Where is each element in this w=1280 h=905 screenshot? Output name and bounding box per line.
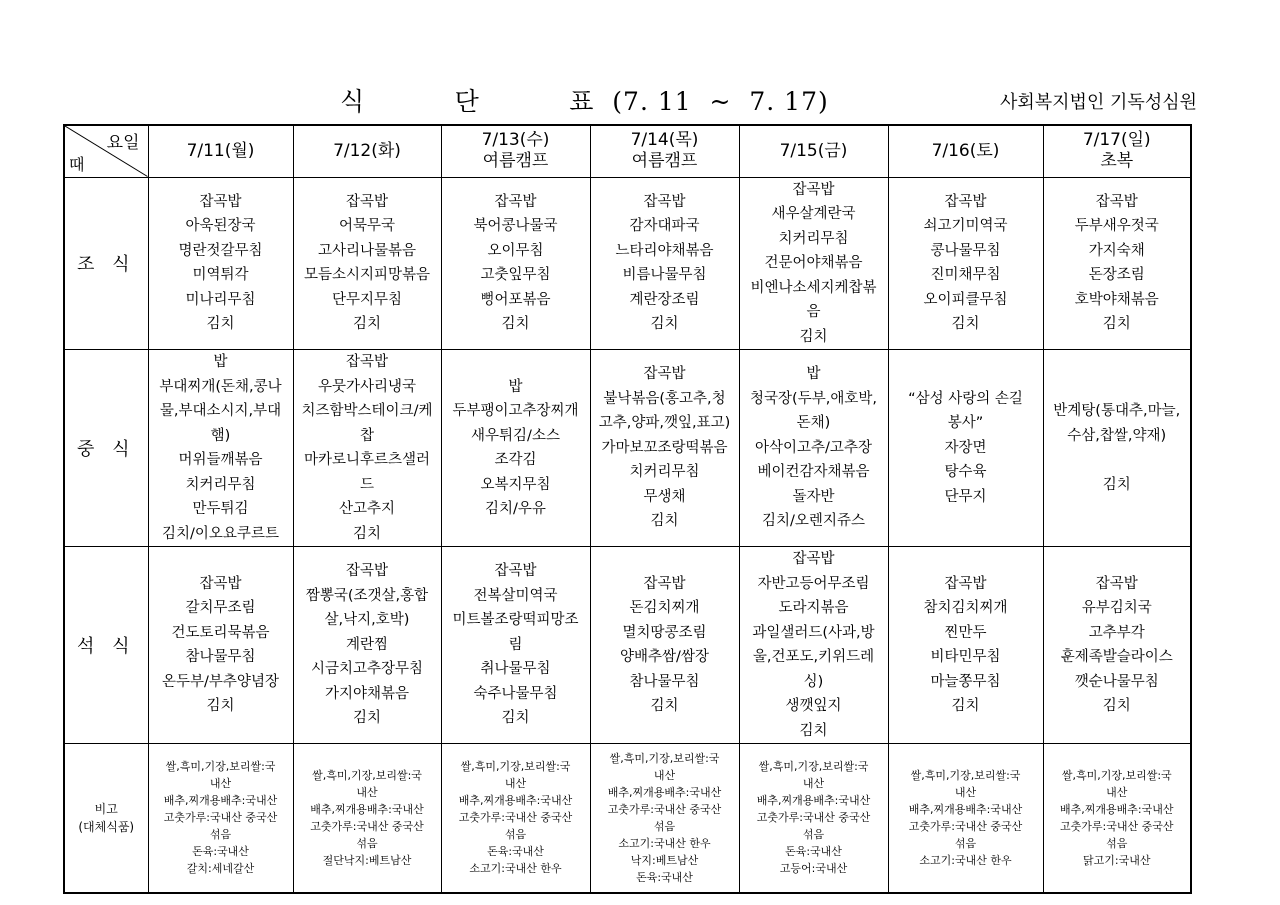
origin-line: 고등어:국내산 — [779, 862, 848, 876]
dinner-label: 석 식 — [64, 547, 148, 744]
note-row — [64, 744, 1191, 893]
dish-item: 수삼,찹쌀,약재) — [1067, 427, 1167, 444]
note-day-7 — [1043, 744, 1191, 893]
note-day-1 — [148, 744, 293, 893]
breakfast-day-3 — [441, 177, 590, 350]
note-day-2 — [293, 744, 441, 893]
dish-item: 김치 — [501, 710, 530, 727]
dish-item: 김치 — [799, 722, 828, 739]
header-row — [64, 125, 1191, 177]
dish-item: 잡곡밥 — [345, 563, 389, 580]
dish-item: 잡곡밥 — [199, 575, 242, 592]
breakfast-day-7 — [1043, 177, 1191, 350]
dish-item: 뻥어포볶음 — [480, 291, 551, 308]
lunch-day-3 — [441, 350, 590, 547]
dish-item: 어묵무국 — [338, 218, 396, 235]
dish-item: 드 — [359, 476, 374, 493]
origin-line: 고춧가루:국내산 중국산 — [458, 811, 573, 825]
dish-item: “삼성 사랑의 손길 — [908, 390, 1023, 407]
dish-item: 가지야채볶음 — [324, 685, 410, 702]
dish-item: 오이피클무침 — [923, 291, 1008, 308]
dish-item: 밥 — [806, 366, 821, 383]
dish-item: 생깻잎지 — [785, 698, 842, 714]
day-date: 7/14(목) — [630, 130, 699, 151]
dinner-day-5 — [739, 547, 888, 744]
corner-cell — [64, 125, 148, 177]
lunch-day-4 — [590, 350, 739, 547]
dish-item: 오복지무침 — [480, 476, 551, 493]
dinner-day-6 — [888, 547, 1043, 744]
dish-item: 자반고등어무조림 — [757, 575, 870, 592]
dinner-day-7 — [1043, 547, 1191, 744]
origin-line: 고춧가루:국내산 중국산 — [908, 819, 1023, 833]
dish-item: 찐만두 — [944, 624, 987, 641]
dish-item: 김치 — [501, 316, 530, 333]
dish-item: 울,건포도,키위드레 — [752, 649, 875, 665]
dish-item: 햄) — [210, 427, 231, 444]
dish-item: 시금치고추장무침 — [310, 661, 424, 678]
dish-item: 양배추쌈/쌈장 — [620, 649, 709, 665]
dish-item: 고추,양파,깻잎,표고) — [598, 415, 731, 432]
dish-item: 탕수육 — [944, 464, 987, 481]
breakfast-row — [64, 177, 1191, 350]
dish-item: 호박야채볶음 — [1074, 291, 1159, 308]
dish-item: 자장면 — [944, 439, 987, 456]
dish-item: 밥 — [508, 378, 523, 395]
origin-line: 쌀,흑미,기장,보리쌀:국 — [460, 760, 571, 774]
dish-item: 마카로니후르츠샐러 — [303, 452, 431, 468]
lunch-day-2 — [293, 350, 441, 547]
dish-item: 반계탕(통대추,마늘, — [1053, 403, 1181, 419]
dish-item: 김치 — [352, 525, 381, 542]
note-label-line2: (대체식품) — [78, 819, 135, 834]
dish-item: 아삭이고추/고추장 — [755, 439, 872, 456]
dish-item: 베이컨감자채볶음 — [757, 464, 870, 481]
dish-item: 잡곡밥 — [643, 193, 686, 210]
dish-item: 두부팽이고추장찌개 — [452, 403, 579, 419]
organization-name: 사회복지법인 기독성심원 — [1000, 92, 1197, 113]
origin-line: 내산 — [653, 768, 676, 782]
dish-item: 잡곡밥 — [494, 193, 537, 210]
origin-line: 쌀,흑미,기장,보리쌀:국 — [758, 760, 869, 774]
lunch-day-1 — [148, 350, 293, 547]
origin-line: 섞음 — [209, 828, 232, 842]
day-sub: 여름캠프 — [631, 151, 698, 172]
dish-item: 봉사” — [947, 415, 984, 432]
origin-line: 내산 — [356, 785, 378, 799]
origin-line: 섞음 — [1106, 836, 1128, 850]
dish-item: 잡곡밥 — [494, 563, 537, 580]
dish-item: 산고추지 — [338, 501, 396, 517]
origin-line: 쌀,흑미,기장,보리쌀:국 — [609, 751, 720, 765]
dish-item: 잡곡밥 — [792, 181, 835, 198]
dish-item: 잡곡밥 — [345, 354, 389, 370]
origin-line: 닭고기:국내산 — [1083, 853, 1151, 867]
dish-item: 깻순나물무침 — [1074, 673, 1159, 690]
dish-item: 돈김치찌개 — [629, 600, 700, 616]
origin-line: 섞음 — [653, 819, 676, 833]
breakfast-day-6 — [888, 177, 1043, 350]
dish-item: 미나리무침 — [185, 291, 256, 308]
dinner-day-1 — [148, 547, 293, 744]
dish-item: 가지숙채 — [1088, 242, 1145, 259]
dish-item: 머위들깨볶음 — [178, 452, 263, 468]
dish-item: 우뭇가사리냉국 — [317, 378, 417, 395]
dish-item: 취나물무침 — [480, 661, 551, 678]
lunch-row — [64, 350, 1191, 547]
dish-item: 감자대파국 — [629, 218, 700, 235]
corner-day-label: 요일 — [106, 133, 140, 153]
dish-item: 명란젓갈무침 — [178, 242, 263, 259]
breakfast-label: 조 식 — [64, 177, 148, 350]
dish-item: 김치 — [352, 710, 381, 727]
dish-item: 도라지볶음 — [778, 600, 849, 616]
origin-line: 배추,찌개용배추:국내산 — [756, 794, 871, 808]
dish-item: 미트볼조랑떡피망조 — [452, 612, 579, 629]
origin-line: 섞음 — [802, 828, 825, 842]
day-date: 7/16(토) — [931, 140, 1000, 161]
dish-item: 아욱된장국 — [185, 218, 256, 235]
dish-item: 고추부각 — [1088, 624, 1145, 641]
dish-item: 잡곡밥 — [199, 193, 242, 210]
dish-item: 비타민무침 — [930, 649, 1001, 665]
origin-line: 배추,찌개용배추:국내산 — [310, 802, 424, 816]
dish-item: 가마보꼬조랑떡볶음 — [601, 439, 728, 456]
dish-item: 김치 — [206, 316, 235, 333]
lunch-day-6 — [888, 350, 1043, 547]
dish-item: 김치 — [951, 316, 980, 333]
dish-item: 돈채) — [796, 415, 831, 432]
dish-item: 찹 — [359, 427, 374, 444]
corner-time-label: 때 — [69, 154, 85, 174]
origin-line: 돈육:국내산 — [636, 870, 693, 884]
dish-item: 북어콩나물국 — [473, 218, 558, 235]
day-header-1 — [148, 125, 293, 177]
origin-line: 돈육:국내산 — [785, 845, 842, 859]
origin-line: 내산 — [802, 777, 825, 791]
dinner-day-4 — [590, 547, 739, 744]
dish-item: 무생채 — [643, 488, 686, 505]
origin-line: 내산 — [504, 777, 527, 791]
dish-item: 두부새우젓국 — [1074, 218, 1159, 235]
dish-item: 계란장조림 — [629, 291, 700, 308]
lunch-day-5 — [739, 350, 888, 547]
day-header-4 — [590, 125, 739, 177]
note-day-6 — [888, 744, 1043, 893]
origin-line: 쌀,흑미,기장,보리쌀:국 — [910, 768, 1021, 782]
origin-line: 내산 — [1106, 785, 1128, 799]
dish-item: 비엔나소세지케찹볶 — [750, 279, 877, 296]
origin-line: 배추,찌개용배추:국내산 — [163, 794, 278, 808]
day-sub: 여름캠프 — [482, 151, 549, 172]
origin-line: 고춧가루:국내산 중국산 — [756, 811, 871, 825]
dish-item: 고춧잎무침 — [480, 267, 551, 284]
day-header-3 — [441, 125, 590, 177]
dish-item: 김치 — [799, 328, 828, 345]
origin-line: 소고기:국내산 한우 — [469, 862, 562, 876]
dish-item: 잡곡밥 — [792, 551, 835, 567]
origin-line: 고춧가루:국내산 중국산 — [163, 811, 278, 825]
dish-item: 조각김 — [494, 452, 537, 468]
breakfast-day-2 — [293, 177, 441, 350]
day-header-7 — [1043, 125, 1191, 177]
lunch-label: 중 식 — [64, 350, 148, 547]
dish-item: 김치 — [650, 698, 679, 714]
dinner-row — [64, 547, 1191, 744]
dish-item: 김치 — [1102, 316, 1131, 333]
dish-item: 김치 — [1102, 476, 1131, 493]
dish-item: 잡곡밥 — [944, 193, 987, 210]
day-header-6 — [888, 125, 1043, 177]
dish-item: 콩나물무침 — [930, 242, 1001, 259]
dish-item: 짬뽕국(조갯살,홍합 — [305, 587, 429, 604]
origin-line: 배추,찌개용배추:국내산 — [908, 802, 1023, 816]
dish-item: 김치/우유 — [485, 501, 546, 517]
dish-item: 치커리무침 — [185, 476, 256, 493]
origin-line: 소고기:국내산 한우 — [618, 836, 711, 850]
origin-line: 갈치:세네갈산 — [186, 862, 255, 876]
dish-item: 잡곡밥 — [345, 193, 389, 210]
breakfast-day-4 — [590, 177, 739, 350]
origin-line: 배추,찌개용배추:국내산 — [458, 794, 573, 808]
dish-item: 불낙볶음(홍고추,청 — [603, 390, 726, 407]
origin-line: 배추,찌개용배추:국내산 — [607, 785, 722, 799]
dish-item: 과일샐러드(사과,방 — [752, 624, 875, 641]
note-day-3 — [441, 744, 590, 893]
dish-item: 단무지무침 — [331, 291, 403, 308]
dish-item: 마늘쫑무침 — [930, 673, 1001, 690]
dish-item: 김치 — [951, 698, 980, 714]
breakfast-day-5 — [739, 177, 888, 350]
dish-item: 밥 — [213, 354, 228, 370]
note-day-4 — [590, 744, 739, 893]
dish-item: 유부김치국 — [1081, 600, 1152, 616]
dish-item: 음 — [806, 304, 821, 320]
origin-line: 낙지:베트남산 — [630, 853, 699, 867]
origin-line: 내산 — [954, 785, 977, 799]
dish-item: 살,낙지,호박) — [324, 612, 410, 629]
dish-item: 돈장조림 — [1088, 267, 1145, 284]
origin-line: 쌀,흑미,기장,보리쌀:국 — [165, 760, 276, 774]
dish-item: 오이무침 — [487, 242, 544, 259]
dish-item: 림 — [508, 636, 523, 653]
dish-item: 청국장(두부,애호박, — [750, 390, 877, 407]
dinner-day-2 — [293, 547, 441, 744]
origin-line: 섞음 — [356, 836, 378, 850]
breakfast-day-1 — [148, 177, 293, 350]
dish-item: 치즈함박스테이크/케 — [301, 403, 433, 419]
note-label — [64, 744, 148, 893]
dish-item: 김치 — [206, 698, 235, 714]
dish-item: 미역튀각 — [192, 267, 249, 284]
dish-item: 계란찜 — [345, 636, 389, 653]
page-title: 식 단 표 (7. 11 ~ 7. 17) — [340, 87, 829, 116]
dish-item: 돌자반 — [792, 488, 835, 505]
note-label-line1: 비고 — [94, 801, 118, 816]
dish-item: 쇠고기미역국 — [923, 218, 1008, 235]
dish-item: 느타리야채볶음 — [615, 242, 714, 259]
origin-line: 돈육:국내산 — [192, 845, 249, 859]
note-day-5 — [739, 744, 888, 893]
dish-item: 고사리나물볶음 — [317, 242, 417, 259]
dish-item: 김치 — [352, 316, 381, 333]
dish-item: 참나물무침 — [629, 673, 700, 690]
dish-item: 갈치무조림 — [185, 600, 256, 616]
origin-line: 내산 — [209, 777, 232, 791]
origin-line: 쌀,흑미,기장,보리쌀:국 — [1061, 768, 1172, 782]
dish-item: 멸치땅콩조림 — [622, 624, 707, 641]
day-sub: 초복 — [1100, 151, 1134, 172]
origin-line: 고춧가루:국내산 중국산 — [1060, 819, 1174, 833]
dish-item: 싱) — [803, 673, 824, 690]
dish-item: 김치 — [1102, 698, 1131, 714]
dish-item: 김치 — [650, 513, 679, 530]
dish-item: 잡곡밥 — [643, 575, 686, 592]
dish-item: 치커리무침 — [629, 464, 700, 481]
dinner-day-3 — [441, 547, 590, 744]
dish-item: 건문어야채볶음 — [764, 255, 863, 271]
lunch-day-7 — [1043, 350, 1191, 547]
dish-item: 김치/오렌지쥬스 — [762, 513, 865, 530]
dish-item: 전복살미역국 — [473, 587, 558, 604]
dish-item: 진미채무침 — [930, 267, 1001, 284]
day-header-5 — [739, 125, 888, 177]
dish-item: 김치/이오요쿠르트 — [162, 525, 279, 542]
origin-line: 섞음 — [504, 828, 527, 842]
dish-item: 비름나물무침 — [622, 267, 707, 284]
dish-item: 건도토리묵볶음 — [171, 624, 270, 641]
dish-item: 잡곡밥 — [944, 575, 987, 592]
day-date: 7/12(화) — [333, 140, 401, 161]
origin-line: 섞음 — [954, 836, 977, 850]
dish-item: 참치김치찌개 — [923, 600, 1008, 616]
origin-line: 배추,찌개용배추:국내산 — [1060, 802, 1174, 816]
dish-item: 참나물무침 — [185, 649, 256, 665]
dish-item: 잡곡밥 — [1095, 193, 1138, 210]
day-date: 7/17(일) — [1082, 130, 1151, 151]
origin-line: 소고기:국내산 한우 — [919, 853, 1012, 867]
dish-item: 단무지 — [944, 488, 987, 505]
meal-plan-table — [63, 124, 1192, 894]
day-header-2 — [293, 125, 441, 177]
dish-item: 부대찌개(돈채,콩나 — [159, 378, 282, 395]
origin-line: 고춧가루:국내산 중국산 — [607, 802, 722, 816]
origin-line: 절단낙지:베트남산 — [322, 853, 412, 867]
day-date: 7/11(월) — [186, 140, 255, 161]
dish-item: 만두튀김 — [192, 501, 249, 517]
origin-line: 쌀,흑미,기장,보리쌀:국 — [312, 768, 422, 782]
dish-item: 온두부/부추양념장 — [162, 673, 279, 690]
day-date: 7/15(금) — [779, 140, 848, 161]
dish-item: 물,부대소시지,부대 — [159, 403, 282, 419]
dish-item: 모듬소시지피망볶음 — [303, 267, 431, 284]
dish-item: 김치 — [650, 316, 679, 333]
day-date: 7/13(수) — [481, 130, 550, 151]
origin-line: 돈육:국내산 — [487, 845, 544, 859]
dish-item: 숙주나물무침 — [473, 685, 558, 702]
origin-line: 고춧가루:국내산 중국산 — [310, 819, 424, 833]
dish-item: 새우튀김/소스 — [471, 427, 560, 444]
dish-item: 잡곡밥 — [1095, 575, 1138, 592]
dish-item: 잡곡밥 — [643, 366, 686, 383]
dish-item — [1044, 448, 1191, 473]
dish-item: 새우살계란국 — [771, 206, 856, 222]
dish-item: 훈제족발슬라이스 — [1060, 649, 1173, 665]
dish-item: 치커리무침 — [778, 230, 849, 247]
